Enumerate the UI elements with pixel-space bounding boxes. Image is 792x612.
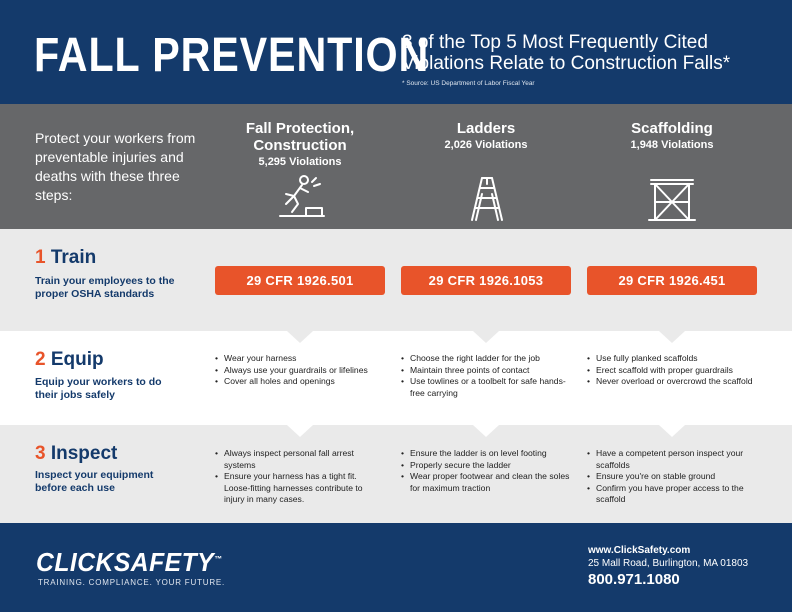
- scaffold-icon: [647, 174, 697, 224]
- list-item: • Have a competent person inspect your scaffolds: [587, 448, 757, 471]
- bullet-list: [587, 353, 757, 388]
- page-title: FALL PREVENTION: [34, 29, 430, 82]
- list-item: • Ensure the ladder is on level footing: [401, 448, 571, 460]
- source-note: * Source: US Department of Labor Fiscal Year: [402, 80, 535, 87]
- cfr-badge: 29 CFR 1926.1053: [401, 266, 571, 295]
- list-item: • Use fully planked scaffolds: [587, 353, 757, 365]
- bullet-list: [215, 448, 385, 506]
- footer: [0, 523, 792, 612]
- step-number: 1: [35, 247, 46, 268]
- tagline: TRAINING. COMPLIANCE. YOUR FUTURE.: [38, 578, 226, 587]
- list-item: • Always use your guardrails or lifelines: [215, 365, 385, 377]
- step-equip: [0, 331, 792, 425]
- step-number: 2: [35, 349, 46, 370]
- step-name: Equip: [50, 349, 104, 370]
- column-title: Scaffolding: [631, 120, 713, 137]
- step-train: [0, 229, 792, 331]
- step-heading: [35, 247, 96, 269]
- bullet-list: [587, 448, 757, 506]
- column-title: Fall Protection, Construction: [245, 120, 355, 154]
- list-item: • Always inspect personal fall arrest systems: [215, 448, 385, 471]
- list-item: • Maintain three points of contact: [401, 365, 571, 377]
- intro-text: Protect your workers from preventable injuries and deaths with these three steps:: [35, 130, 196, 203]
- bullet-list: [215, 353, 385, 388]
- step-description: Equip your workers to do their jobs safely: [35, 376, 162, 401]
- cfr-badge: 29 CFR 1926.451: [587, 266, 757, 295]
- list-item: • Ensure your harness has a tight fit. Loose-fitting harnesses contribute to injury in many cases.: [215, 471, 385, 506]
- list-item: • Confirm you have proper access to the scaffold: [587, 483, 757, 506]
- phone-number[interactable]: 800.971.1080: [588, 571, 680, 588]
- column-title: Ladders: [456, 120, 516, 137]
- column-violations: 1,948 Violations: [630, 139, 714, 151]
- step-description: Train your employees to the proper OSHA standards: [35, 275, 175, 300]
- step-number: 3: [35, 443, 46, 464]
- pointer-arrow: [287, 331, 313, 343]
- list-item: • Properly secure the ladder: [401, 460, 571, 472]
- list-item: • Use towlines or a toolbelt for safe hands-free carrying: [401, 376, 571, 399]
- ladder-icon: [462, 174, 512, 224]
- step-heading: [35, 349, 104, 371]
- pointer-arrow: [659, 331, 685, 343]
- header: [0, 0, 792, 104]
- falling-person-icon: [276, 172, 326, 222]
- list-item: • Ensure you're on stable ground: [587, 471, 757, 483]
- pointer-arrow: [473, 425, 499, 437]
- bullet-list: [401, 353, 571, 399]
- step-inspect: [0, 425, 792, 523]
- column-ladders: [401, 120, 571, 151]
- pointer-arrow: [287, 425, 313, 437]
- page-subtitle: 3 of the Top 5 Most Frequently Cited Violations Relate to Construction Falls*: [402, 32, 731, 74]
- list-item: • Never overload or overcrowd the scaffold: [587, 376, 757, 388]
- trademark-mark: ™: [214, 554, 223, 564]
- list-item: • Cover all holes and openings: [215, 376, 385, 388]
- list-item: • Wear proper footwear and clean the soles for maximum traction: [401, 471, 571, 494]
- column-violations: 5,295 Violations: [258, 156, 342, 168]
- step-name: Train: [50, 247, 97, 268]
- pointer-arrow: [659, 425, 685, 437]
- clicksafety-logo: [36, 547, 222, 578]
- step-name: Inspect: [50, 443, 118, 464]
- violations-section: [0, 104, 792, 229]
- pointer-arrow: [473, 331, 499, 343]
- list-item: • Erect scaffold with proper guardrails: [587, 365, 757, 377]
- column-scaffolding: [587, 120, 757, 151]
- list-item: • Wear your harness: [215, 353, 385, 365]
- step-description: Inspect your equipment before each use: [35, 469, 154, 494]
- website-link[interactable]: www.ClickSafety.com: [588, 545, 691, 556]
- list-item: • Choose the right ladder for the job: [401, 353, 571, 365]
- column-violations: 2,026 Violations: [444, 139, 528, 151]
- bullet-list: [401, 448, 571, 494]
- cfr-badge: 29 CFR 1926.501: [215, 266, 385, 295]
- column-fall-protection: [215, 120, 385, 168]
- logo-text: CLICKSAFETY: [36, 547, 215, 577]
- address: 25 Mall Road, Burlington, MA 01803: [588, 558, 749, 569]
- step-heading: [35, 443, 117, 465]
